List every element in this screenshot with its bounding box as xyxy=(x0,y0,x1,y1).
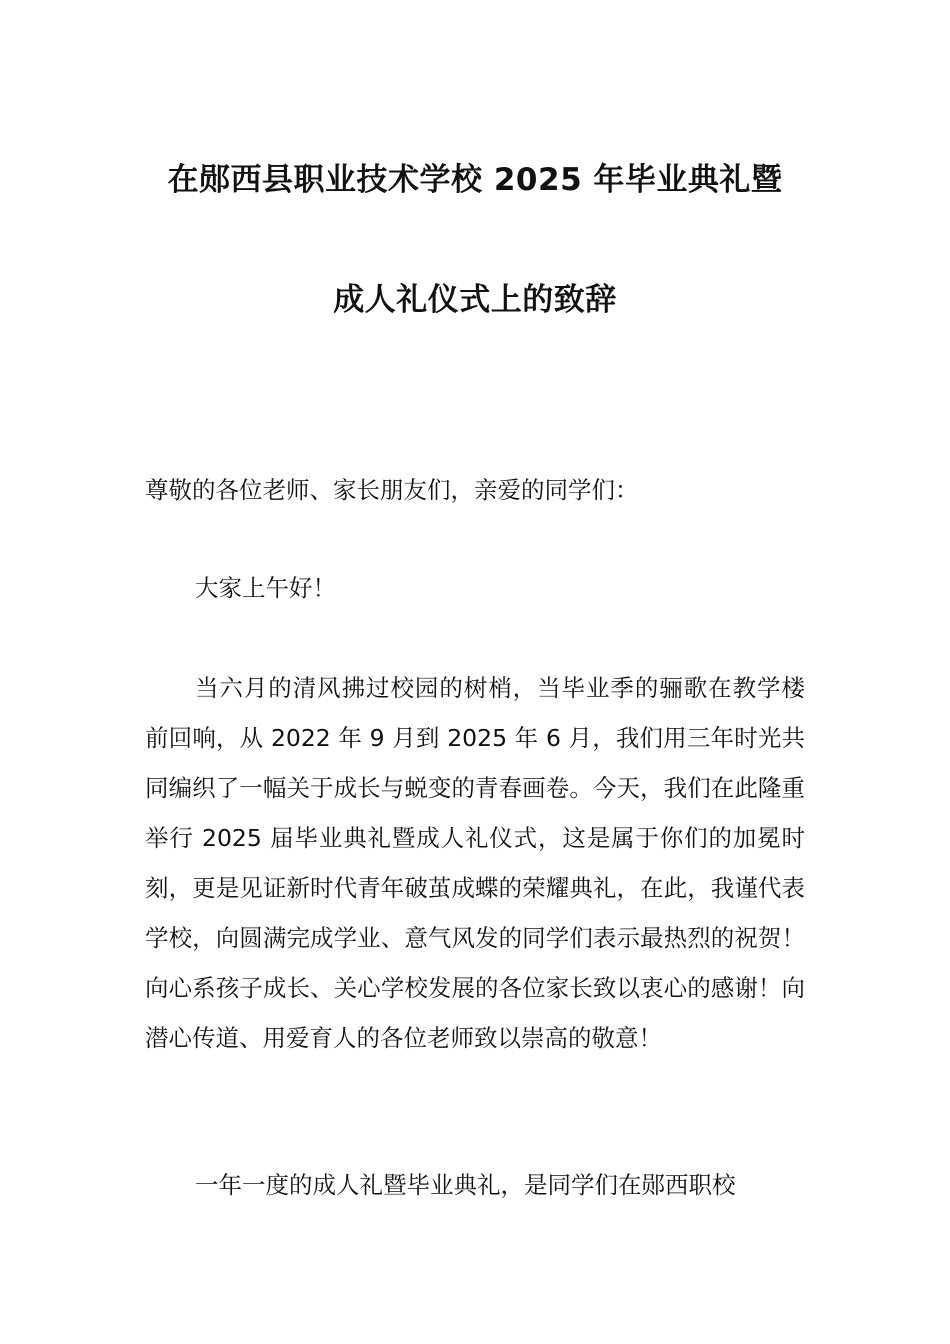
page-title-line1: 在郧西县职业技术学校 2025 年毕业典礼暨 xyxy=(167,162,783,198)
greeting: 大家上午好！ xyxy=(195,574,336,602)
page-title-line2: 成人礼仪式上的致辞 xyxy=(333,282,617,318)
paragraph-1: 当六月的清风拂过校园的树梢，当毕业季的骊歌在教学楼前回响，从 2022 年 9 月到 2025 年 6 月，我们用三年时光共同编织了一幅关于成长与蜕变的青春画卷。今天，我们在此隆重举行 2025 届毕业典礼暨成人礼仪式，这是属于你们的加冕时刻，更是见证新时代青年破茧成蝶的荣耀典礼，在此，我谨代表学校，向圆满完成学业、意气风发的同学们表示最热烈的祝贺！向心系孩子成长、关心学校发展的各位家长致以衷心的感谢！向潜心传道、用爱育人的各位老师致以崇高的敬意！ xyxy=(145,674,805,1052)
salutation: 尊敬的各位老师、家长朋友们，亲爱的同学们： xyxy=(145,476,639,504)
paragraph-2: 一年一度的成人礼暨毕业典礼，是同学们在郧西职校 xyxy=(195,1171,736,1199)
